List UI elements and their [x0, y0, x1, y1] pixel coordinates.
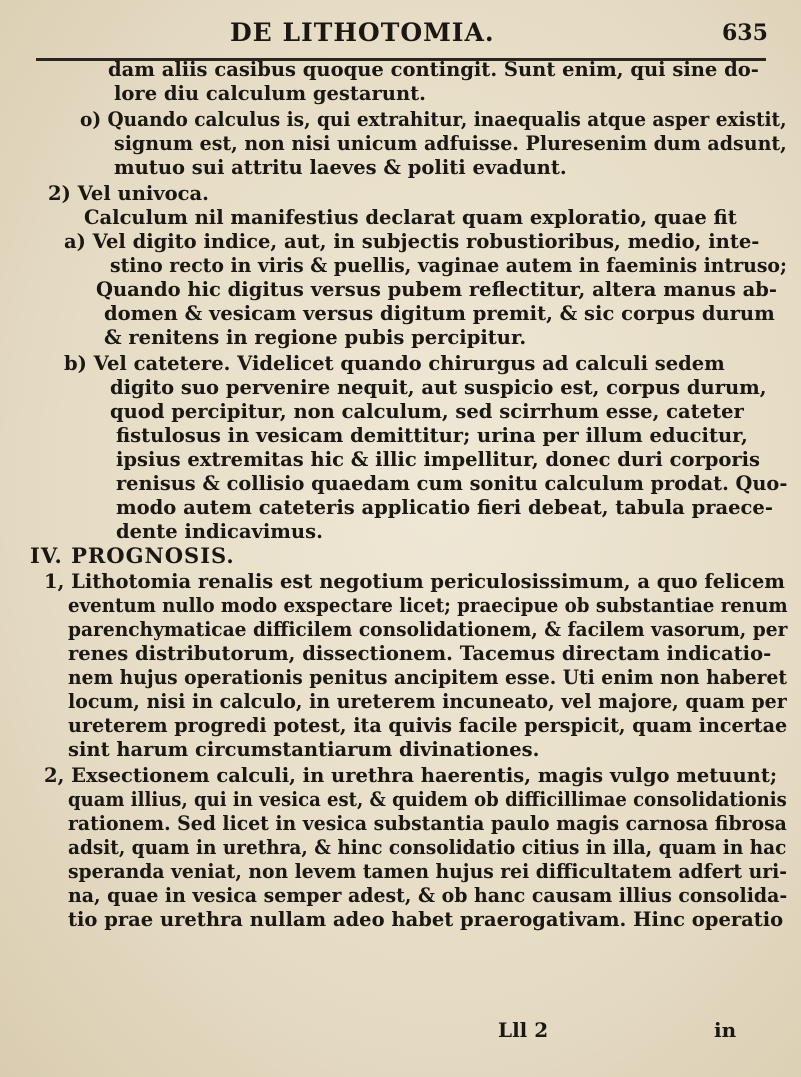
text-line: signum est, non nisi unicum adfuisse. Pluresenim dum adsunt, [114, 132, 787, 155]
text-line: renisus & collisio quaedam cum sonitu calculum prodat. Quo- [116, 472, 788, 495]
text-line: b) Vel catetere. Videlicet quando chirurgus ad calculi sedem [64, 352, 725, 375]
text-line: stino recto in viris & puellis, vaginae autem in faeminis intruso; [110, 254, 787, 277]
text-line: digito suo pervenire nequit, aut suspicio est, corpus durum, [110, 376, 767, 399]
text-line: a) Vel digito indice, aut, in subjectis robustioribus, medio, inte- [64, 230, 760, 253]
text-line: Quando hic digitus versus pubem reflectitur, altera manus ab- [96, 278, 777, 301]
text-line: ureterem progredi potest, ita quivis facile perspicit, quam incertae [68, 714, 788, 737]
text-line: domen & vesicam versus digitum premit, & sic corpus durum [104, 302, 775, 325]
text-line: 2) Vel univoca. [48, 182, 209, 205]
page-footer [0, 1018, 801, 1048]
text-line: quam illius, qui in vesica est, & quidem ob difficillimae consolidationis [68, 788, 787, 811]
text-line: sint harum circumstantiarum divinationes. [68, 738, 540, 761]
running-head: DE LITHOTOMIA. [230, 18, 495, 47]
text-line: eventum nullo modo exspectare licet; praecipue ob substantiae renum [68, 594, 788, 617]
text-line: nem hujus operationis penitus ancipitem esse. Uti enim non haberet [68, 666, 788, 689]
signature-mark: Lll 2 [498, 1018, 549, 1042]
text-line: dente indicavimus. [116, 520, 323, 543]
text-line: dam aliis casibus quoque contingit. Sunt enim, qui sine do- [108, 58, 759, 81]
text-line: ipsius extremitas hic & illic impellitur, donec duri corporis [116, 448, 761, 471]
catchword: in [714, 1018, 737, 1042]
text-line: adsit, quam in urethra, & hinc consolidatio citius in illa, quam in hac [68, 836, 787, 859]
page-number: 635 [722, 20, 768, 46]
page-header [0, 14, 801, 54]
text-line: na, quae in vesica semper adest, & ob hanc causam illius consolida- [68, 884, 788, 907]
text-line: renes distributorum, dissectionem. Tacemus directam indicatio- [68, 642, 772, 665]
text-line: 1, Lithotomia renalis est negotium periculosissimum, a quo felicem [44, 570, 785, 593]
section-heading: IV. PROGNOSIS. [30, 543, 235, 568]
text-line: o) Quando calculus is, qui extrahitur, inaequalis atque asper existit, [80, 108, 787, 131]
text-line: fistulosus in vesicam demittitur; urina per illum educitur, [116, 424, 748, 447]
text-line: lore diu calculum gestarunt. [114, 82, 426, 105]
text-line: speranda veniat, non levem tamen hujus rei difficultatem adfert uri- [68, 860, 788, 883]
text-line: parenchymaticae difficilem consolidationem, & facilem vasorum, per [68, 618, 788, 641]
text-line: rationem. Sed licet in vesica substantia paulo magis carnosa fibrosa [68, 812, 787, 835]
text-line: tio prae urethra nullam adeo habet praerogativam. Hinc operatio [68, 908, 784, 931]
text-line: mutuo sui attritu laeves & politi evadunt. [114, 156, 567, 179]
text-line: & renitens in regione pubis percipitur. [104, 326, 527, 349]
text-line: quod percipitur, non calculum, sed scirrhum esse, cateter [110, 400, 744, 423]
text-line: 2, Exsectionem calculi, in urethra haerentis, magis vulgo metuunt; [44, 764, 778, 787]
text-line: Calculum nil manifestius declarat quam exploratio, quae fit [84, 206, 737, 229]
text-line: modo autem cateteris applicatio fieri debeat, tabula praece- [116, 496, 773, 519]
text-line: locum, nisi in calculo, in ureterem incuneato, vel majore, quam per [68, 690, 787, 713]
